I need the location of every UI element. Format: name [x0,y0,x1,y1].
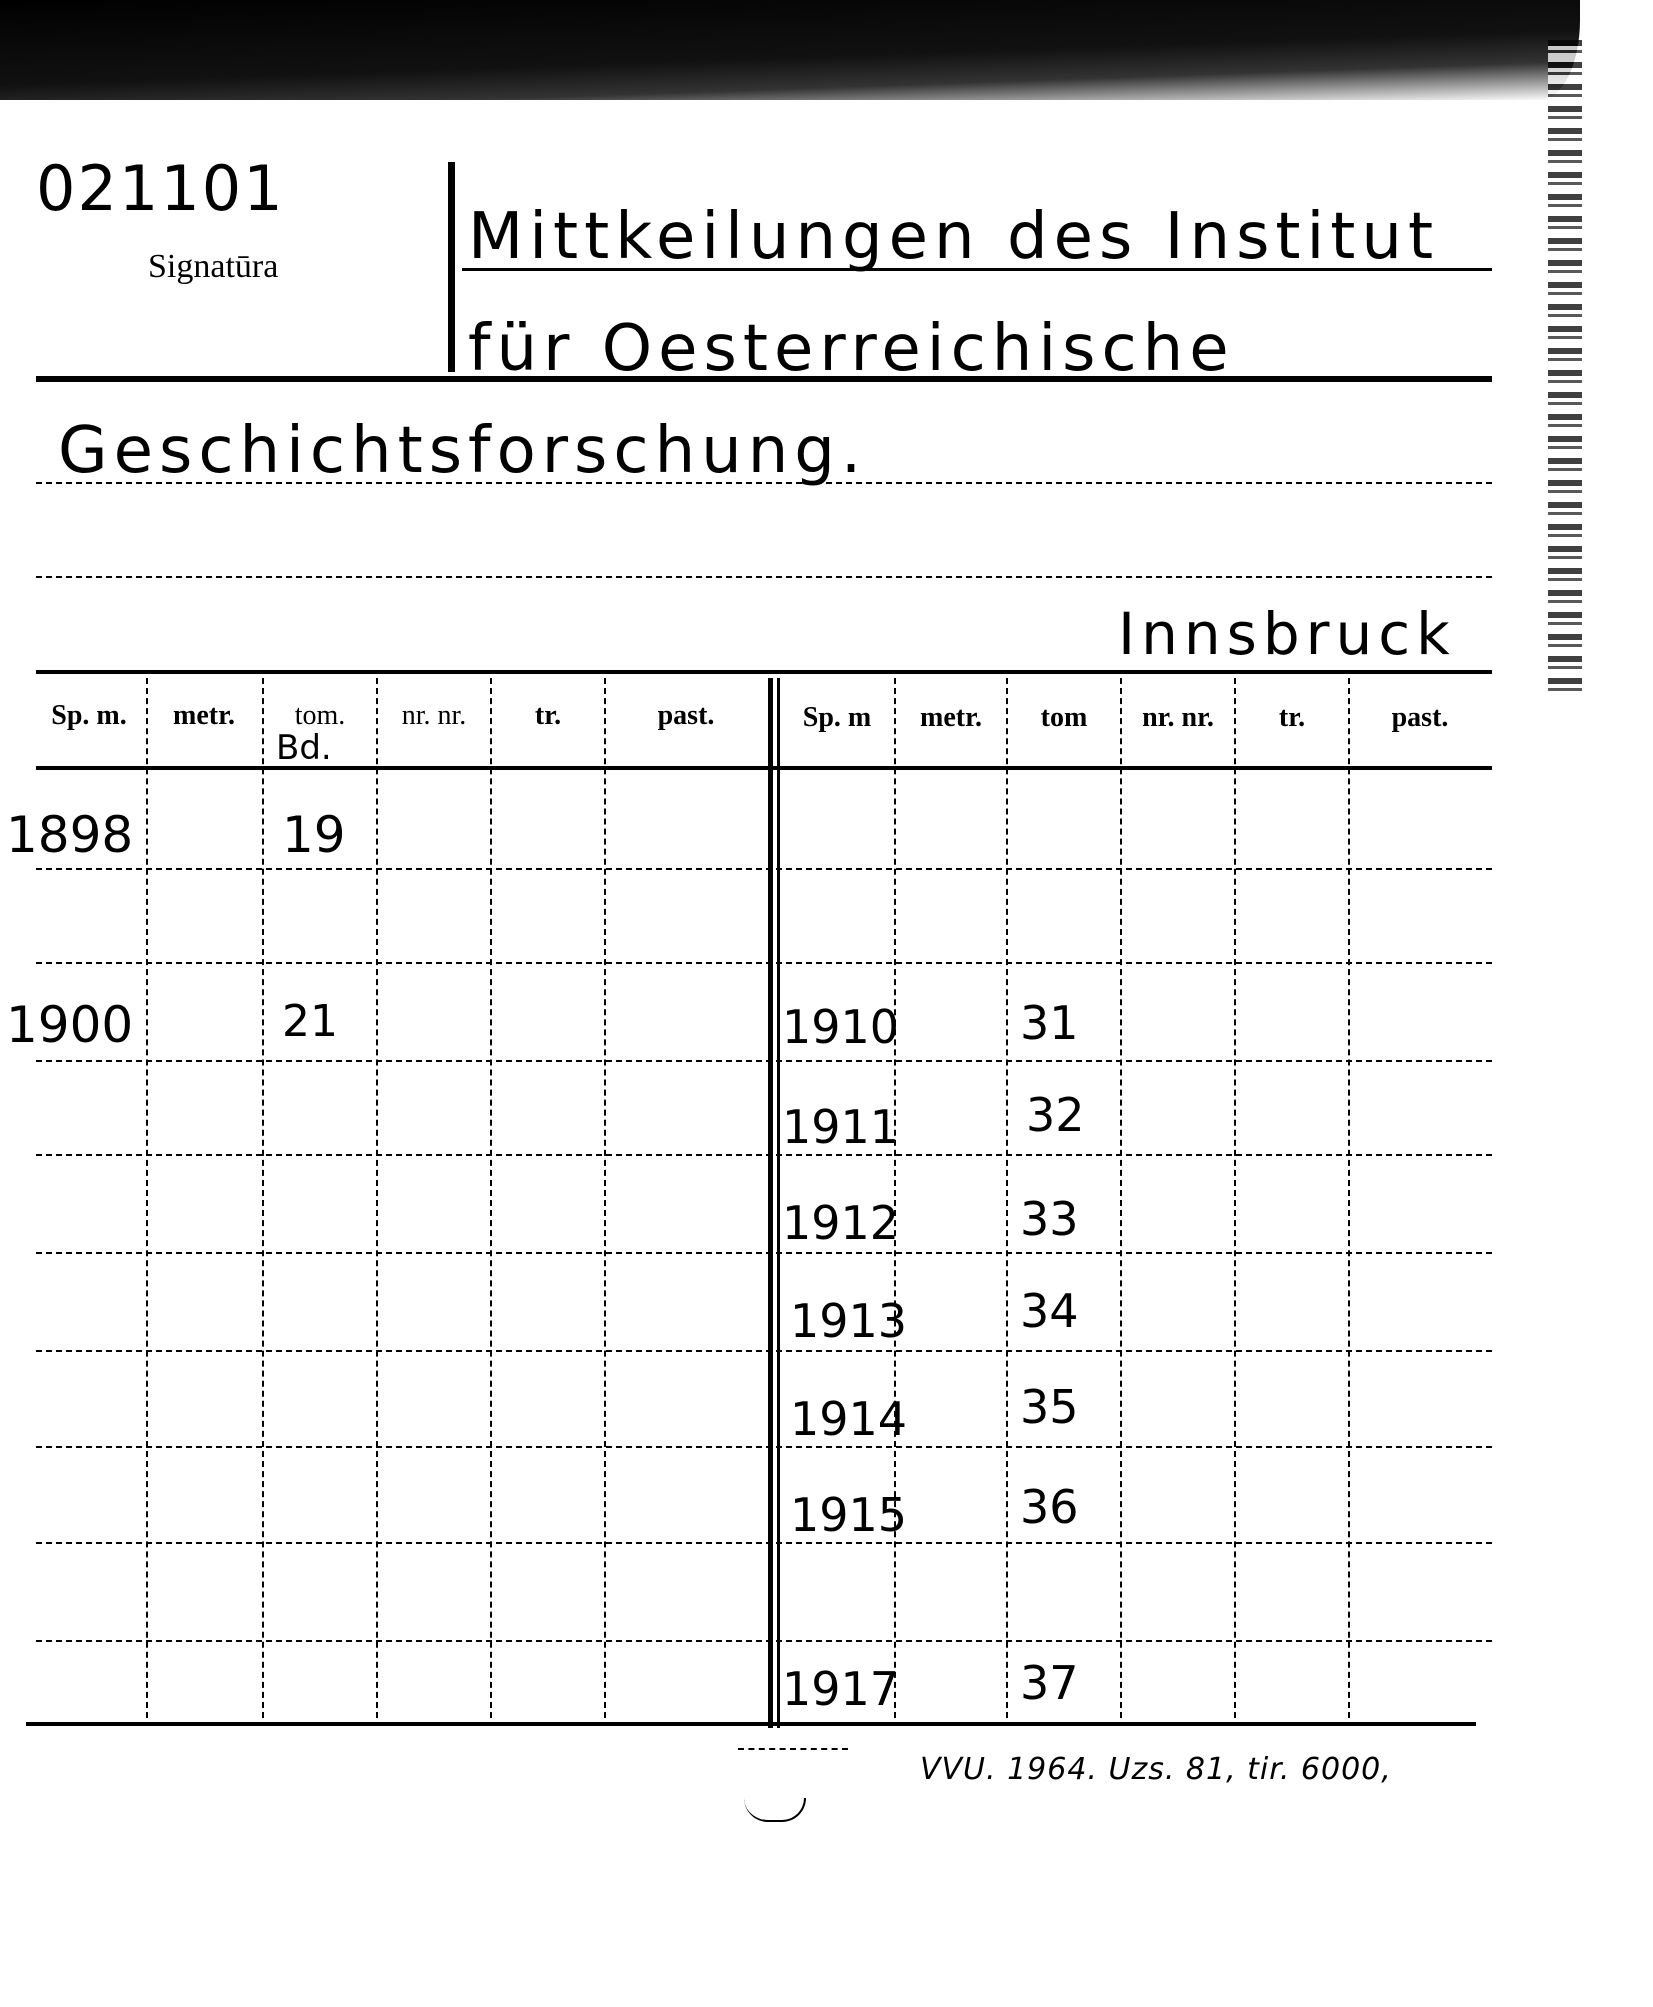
header-right-metr: metr. [920,702,982,733]
scan-shadow-top [0,0,1580,100]
col-divider [262,678,264,1718]
col-divider [490,678,492,1718]
right-year-1915: 1915 [790,1488,908,1542]
right-tom-35: 35 [1020,1380,1079,1434]
header-left-tom: tom. [294,700,346,731]
right-tom-36: 36 [1020,1480,1079,1534]
row-rule [36,962,1492,964]
header-right-past: past. [1391,702,1449,733]
row-rule [36,1350,1492,1352]
header-right-nr-nr: nr. nr. [1142,702,1214,733]
row-rule [36,1252,1492,1254]
center-double-rule [777,678,780,1728]
table-bottom-rule [26,1722,1476,1726]
col-divider [604,678,606,1718]
col-divider [1006,678,1008,1718]
col-divider [376,678,378,1718]
header-left-tr: tr. [534,700,562,731]
place-of-publication: Innsbruck [1118,600,1456,668]
right-tom-37: 37 [1020,1656,1079,1710]
header-left-past: past. [657,700,715,731]
title-rule-1 [462,268,1492,271]
right-year-1912: 1912 [782,1196,900,1250]
row-rule [36,1542,1492,1544]
right-year-1917: 1917 [782,1662,900,1716]
right-year-1911: 1911 [782,1100,900,1154]
col-divider [1234,678,1236,1718]
row-rule [36,1640,1492,1642]
title-rule-3 [36,482,1492,484]
scan-mark [738,1748,848,1750]
tom-annotation: Bd. [276,728,332,768]
scan-mark [744,1798,806,1822]
header-divider [448,162,455,372]
left-year-1898: 1898 [6,806,134,864]
right-tom-33: 33 [1020,1192,1079,1246]
row-rule [36,1154,1492,1156]
title-line-3: Geschichtsforschung. [58,414,868,488]
col-divider [1120,678,1122,1718]
left-year-1900: 1900 [6,996,134,1054]
row-rule [36,1446,1492,1448]
title-line-2: für Oesterreichische [468,312,1235,386]
header-right-tom: tom [1040,702,1088,733]
title-line-1: Mittkeilungen des Institut [468,200,1440,274]
right-year-1914: 1914 [790,1392,908,1446]
print-run-note: VVU. 1964. Uzs. 81, tir. 6000, [920,1752,1392,1787]
scan-edge-right [1548,40,1582,700]
right-tom-31: 31 [1020,996,1079,1050]
header-bottom-rule [36,766,1492,770]
title-rule-4 [36,576,1492,578]
header-right-sp-m: Sp. m [802,702,872,733]
col-divider [1348,678,1350,1718]
right-tom-34: 34 [1020,1284,1079,1338]
signature-label: Signatūra [148,248,279,285]
header-left-sp-m: Sp. m. [51,700,127,731]
right-tom-32: 32 [1026,1088,1085,1142]
header-left-metr: metr. [173,700,235,731]
title-rule-2 [36,376,1492,382]
left-tom-21: 21 [282,996,338,1047]
right-year-1910: 1910 [782,1000,900,1054]
right-year-1913: 1913 [790,1294,908,1348]
header-right-tr: tr. [1278,702,1306,733]
row-rule [36,868,1492,870]
table-top-rule [36,670,1492,674]
header-left-nr-nr: nr. nr. [401,700,467,731]
col-divider [146,678,148,1718]
row-rule [36,1060,1492,1062]
left-tom-19: 19 [282,806,346,864]
center-double-rule [768,678,773,1728]
signature-number: 021101 [36,152,285,225]
